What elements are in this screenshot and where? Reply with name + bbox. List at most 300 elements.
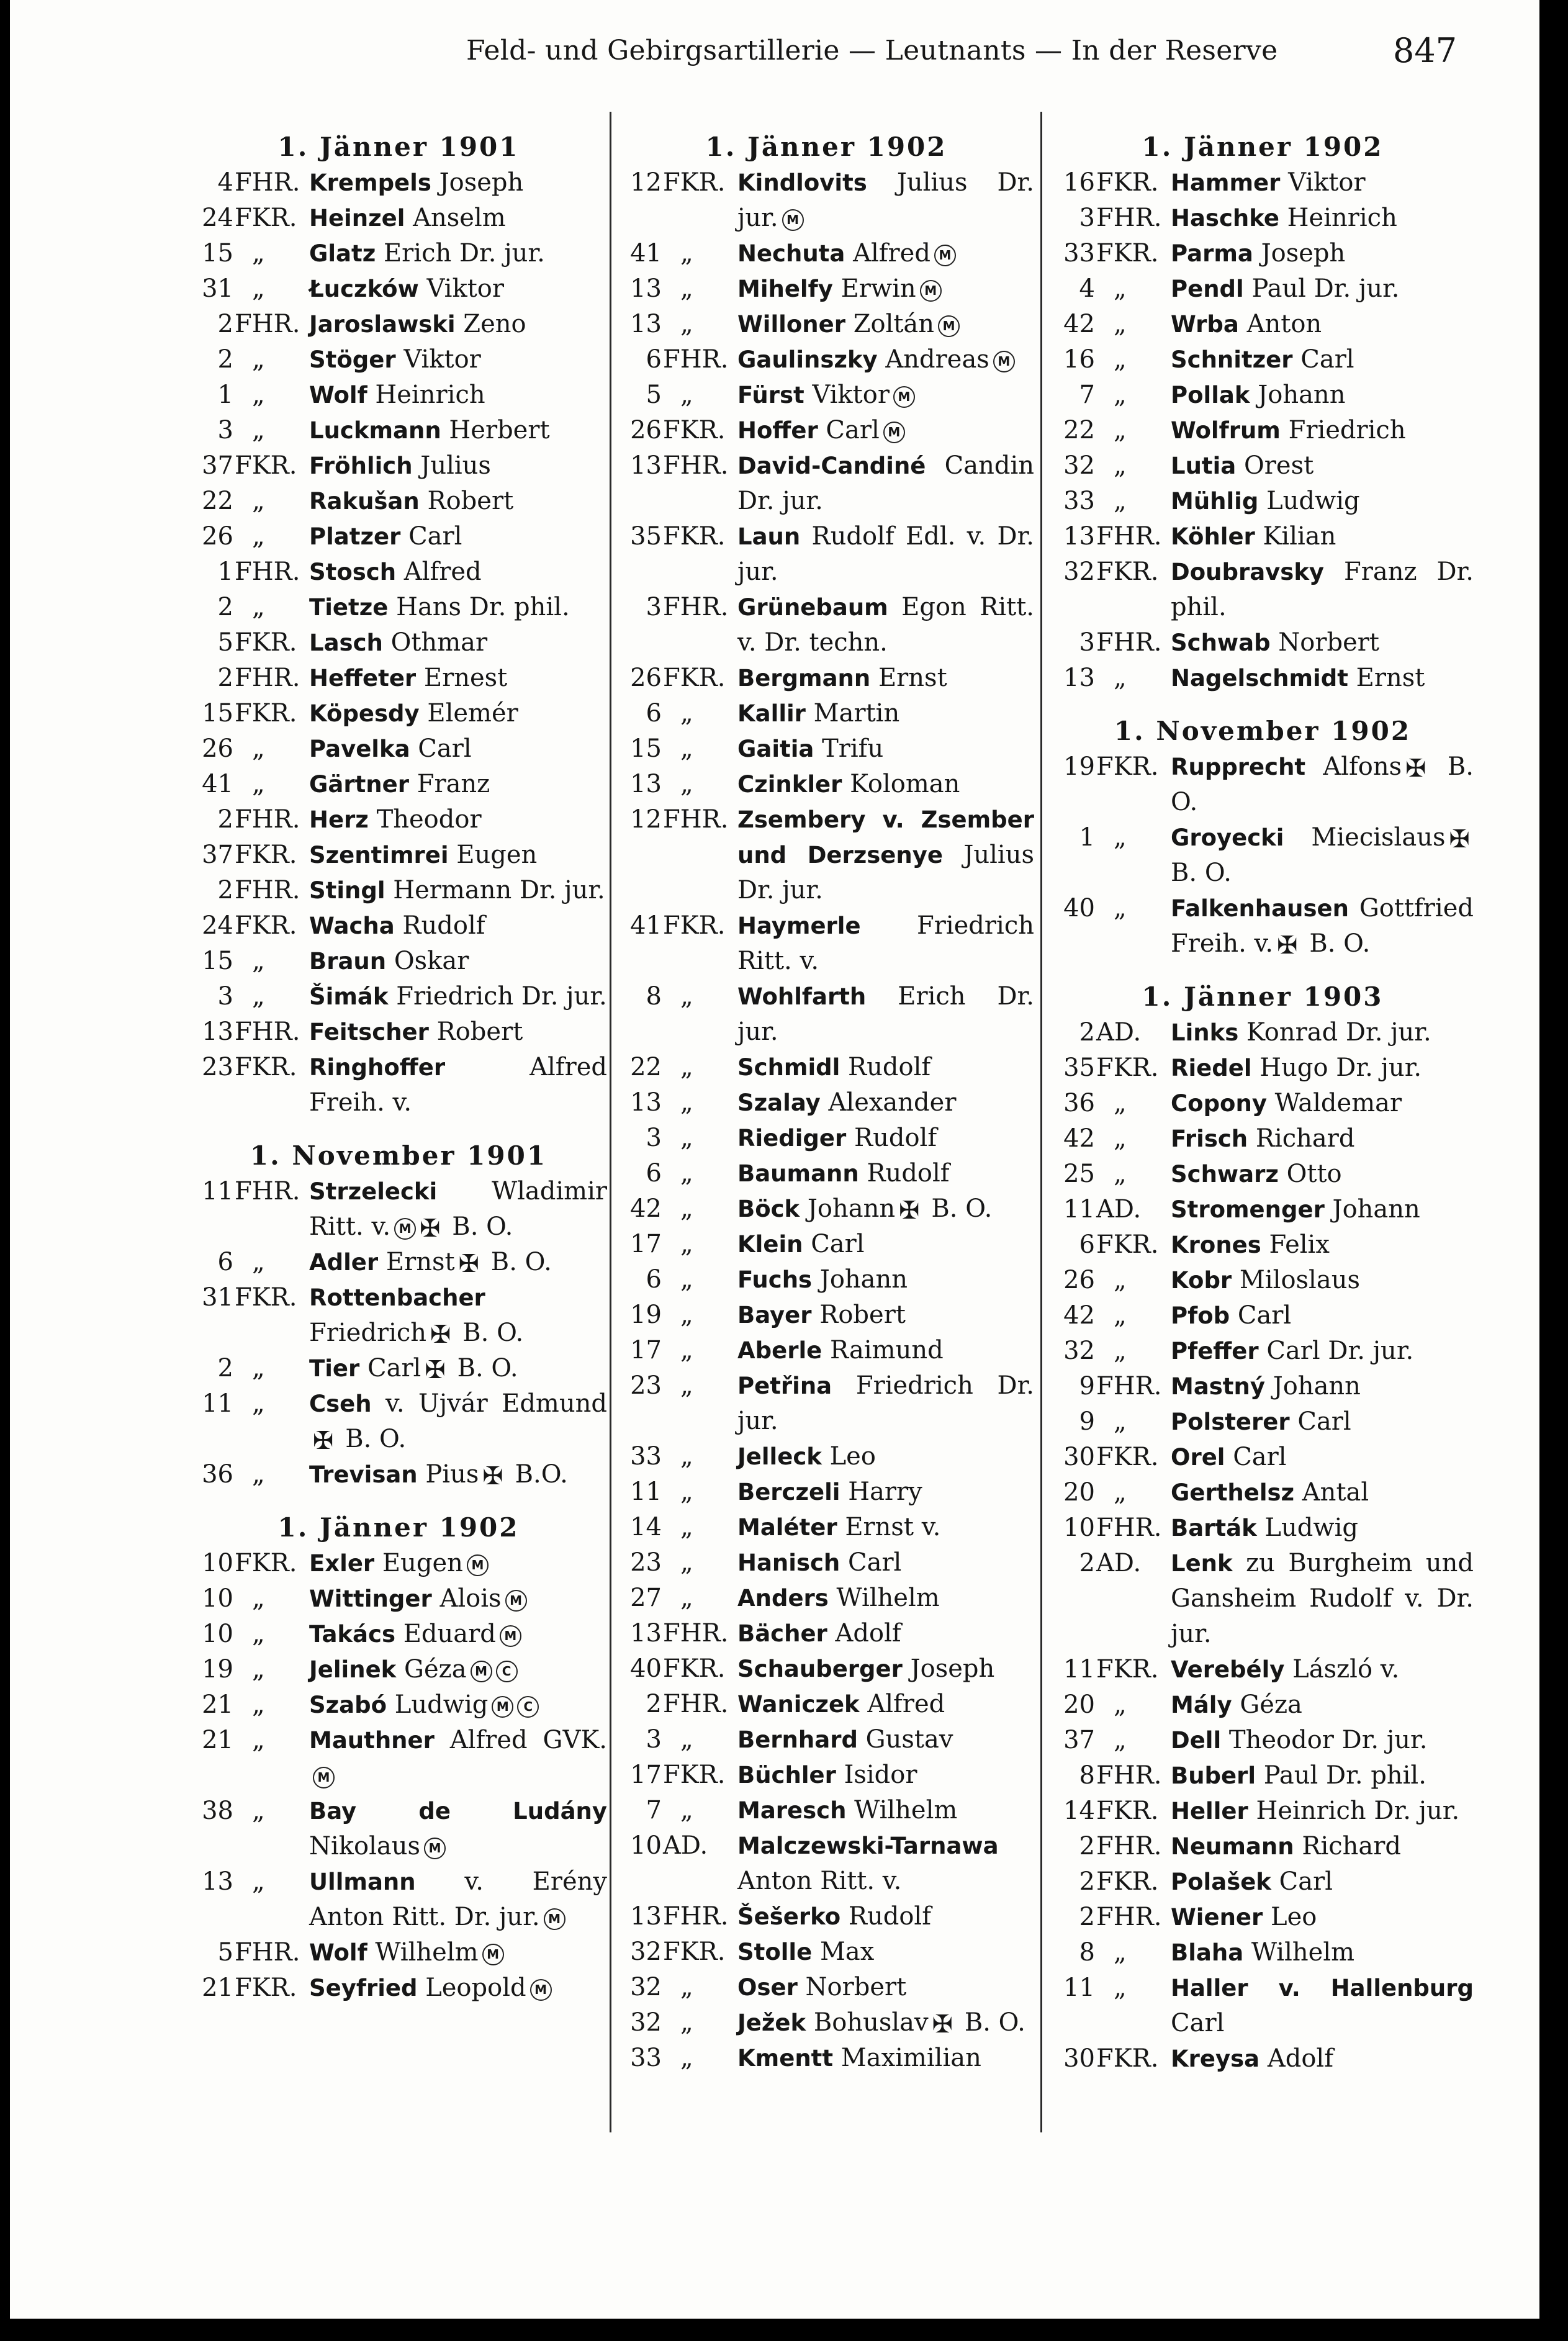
roster-entry: [618, 1828, 1034, 1899]
regiment-unit: [190, 377, 308, 413]
officer-surname: Frisch: [1171, 1125, 1248, 1152]
regiment-branch: „: [1114, 1938, 1127, 1967]
officer-name: [309, 1652, 607, 1687]
officer-surname: Ullmann: [309, 1869, 416, 1895]
officer-surname: Haymerle: [737, 913, 861, 939]
officer-given-name: Viktor: [1288, 168, 1366, 197]
officer-given-name: Othmar: [390, 628, 488, 657]
regiment-branch: „: [680, 1230, 693, 1258]
regiment-unit: [618, 165, 736, 201]
officer-given-name: Johann: [807, 1194, 896, 1223]
officer-name: [309, 1687, 607, 1723]
officer-name: [737, 590, 1034, 661]
regiment-branch: „: [1114, 1726, 1127, 1754]
officer-surname: Rottenbacher: [309, 1284, 485, 1311]
regiment-number: 2: [217, 876, 233, 904]
regiment-branch: „: [252, 1620, 265, 1648]
regiment-branch: AD.: [1096, 1195, 1142, 1224]
officer-surname: Cseh: [309, 1391, 372, 1417]
officer-name: [1171, 749, 1474, 820]
regiment-number: 13: [630, 310, 662, 338]
regiment-number: 12: [630, 805, 662, 834]
regiment-number: 42: [630, 1194, 662, 1223]
officer-name: [309, 979, 607, 1014]
officer-surname: Wolf: [309, 382, 367, 408]
regiment-branch: FKR.: [1096, 1230, 1159, 1259]
officer-name: [737, 1757, 1034, 1793]
decoration-suffix: B.O.: [515, 1460, 568, 1489]
regiment-branch: „: [252, 239, 265, 268]
regiment-number: 41: [630, 911, 662, 940]
officer-surname: Polsterer: [1171, 1409, 1290, 1435]
roster-entry: [1052, 749, 1474, 820]
regiment-unit: [618, 661, 736, 696]
officer-name: [1171, 307, 1474, 342]
officer-surname: Pollak: [1171, 382, 1250, 408]
regiment-unit: [618, 1439, 736, 1474]
officer-name: [1171, 1829, 1474, 1864]
regiment-number: 32: [630, 2008, 662, 2037]
regiment-branch: FKR.: [235, 451, 297, 480]
regiment-branch: FKR.: [235, 628, 297, 657]
regiment-number: 11: [202, 1177, 233, 1206]
regiment-branch: „: [252, 1584, 265, 1613]
officer-given-name: Wilhelm: [1251, 1938, 1355, 1967]
regiment-branch: „: [680, 1584, 693, 1612]
roster-entry: [618, 661, 1034, 696]
officer-surname: Schauberger: [737, 1656, 903, 1682]
roster-entry: [1052, 413, 1474, 448]
regiment-unit: [1052, 820, 1169, 855]
officer-name: [1171, 1510, 1474, 1546]
regiment-branch: „: [1114, 1301, 1127, 1330]
regiment-number: 33: [1063, 487, 1095, 515]
officer-name: [309, 837, 607, 873]
regiment-number: 10: [202, 1584, 233, 1613]
regiment-unit: [618, 590, 736, 625]
c-mark-icon: C: [496, 1661, 518, 1682]
regiment-number: 13: [630, 274, 662, 303]
officer-given-name: Nikolaus: [309, 1832, 421, 1861]
page-header-title: Feld- und Gebirgsartillerie — Leutnants — In der Reserve: [466, 35, 1278, 66]
regiment-branch: FHR.: [663, 345, 729, 374]
regiment-unit: [618, 1333, 736, 1368]
regiment-number: 13: [202, 1867, 233, 1896]
officer-given-name: Carl: [1300, 345, 1354, 374]
officer-name: [1171, 1652, 1474, 1687]
officer-name: [737, 1191, 1034, 1227]
regiment-number: 20: [1063, 1690, 1095, 1719]
regiment-branch: FKR.: [1096, 1867, 1159, 1896]
regiment-number: 16: [1063, 345, 1095, 374]
officer-given-name: Ludwig: [394, 1690, 489, 1719]
officer-surname: Aberle: [737, 1337, 822, 1364]
roster-entry: [618, 1085, 1034, 1121]
officer-name: [737, 1368, 1034, 1439]
roster-entry: [1052, 1546, 1474, 1652]
regiment-branch: „: [680, 1973, 693, 2001]
officer-given-name: Max: [819, 1937, 875, 1966]
roster-entry: [1052, 1970, 1474, 2041]
officer-given-name: Friedrich Dr. jur.: [737, 1371, 1035, 1435]
regiment-number: 32: [630, 1973, 662, 2001]
regiment-unit: [190, 908, 308, 944]
regiment-unit: [190, 448, 308, 484]
regiment-number: 3: [217, 982, 233, 1011]
regiment-unit: [1052, 1192, 1169, 1227]
officer-name: [1171, 1404, 1474, 1440]
officer-name: [309, 1280, 607, 1351]
officer-given-name: Gottfried Freih. v.: [1171, 894, 1474, 958]
regiment-branch: „: [680, 1371, 693, 1400]
regiment-unit: [618, 1474, 736, 1510]
officer-name: [1171, 1227, 1474, 1263]
officer-name: [737, 1474, 1034, 1510]
roster-entry: [190, 1351, 607, 1386]
regiment-branch: „: [1114, 1089, 1127, 1117]
order-cross-icon: ✠: [899, 1196, 920, 1225]
officer-name: [309, 1793, 607, 1864]
regiment-unit: [1052, 448, 1169, 484]
roster-entry: [618, 413, 1034, 448]
regiment-branch: „: [252, 274, 265, 303]
roster-entry: [1052, 1475, 1474, 1510]
roster-entry: [618, 1439, 1034, 1474]
regiment-branch: „: [680, 274, 693, 303]
roster-entry: [190, 236, 607, 271]
officer-given-name: Robert: [436, 1017, 523, 1046]
officer-surname: Wolfrum: [1171, 417, 1281, 444]
regiment-branch: „: [680, 1301, 693, 1329]
roster-entry: [618, 1970, 1034, 2005]
regiment-number: 22: [202, 487, 233, 515]
decoration-suffix: B. O.: [462, 1319, 524, 1347]
regiment-unit: [618, 1793, 736, 1828]
regiment-number: 6: [217, 1248, 233, 1276]
roster-entry: [1052, 1723, 1474, 1758]
officer-given-name: Orest: [1243, 451, 1314, 480]
officer-surname: Pavelka: [309, 736, 410, 762]
officer-name: [1171, 1900, 1474, 1935]
roster-entry: [618, 1899, 1034, 1934]
officer-surname: Ježek: [737, 2009, 806, 2036]
regiment-branch: „: [1114, 310, 1127, 338]
roster-entry: [1052, 554, 1474, 625]
regiment-unit: [1052, 307, 1169, 342]
officer-surname: Baumann: [737, 1160, 859, 1187]
regiment-unit: [1052, 1793, 1169, 1829]
column-1: [190, 129, 607, 2006]
regiment-unit: [190, 1174, 308, 1209]
roster-entry: [1052, 271, 1474, 307]
officer-given-name: Raimund: [829, 1336, 944, 1364]
regiment-number: 17: [630, 1230, 662, 1258]
regiment-unit: [1052, 236, 1169, 271]
officer-surname: Gaulinszky: [737, 346, 878, 373]
roster-entry: [1052, 1333, 1474, 1369]
officer-given-name: Erich Dr. jur.: [383, 239, 545, 268]
regiment-number: 32: [1063, 1337, 1095, 1365]
officer-given-name: Alois: [439, 1584, 502, 1613]
officer-surname: Mühlig: [1171, 488, 1259, 515]
regiment-unit: [190, 1723, 308, 1758]
medal-icon: M: [893, 386, 915, 408]
regiment-unit: [190, 1970, 308, 2006]
officer-name: [737, 802, 1034, 908]
roster-entry: [1052, 1793, 1474, 1829]
regiment-branch: „: [252, 1867, 265, 1896]
officer-given-name: Géza: [1240, 1690, 1302, 1719]
regiment-number: 13: [630, 451, 662, 480]
roster-entry: [1052, 1263, 1474, 1298]
officer-name: [1171, 1192, 1474, 1227]
officer-given-name: Friedrich: [309, 1319, 427, 1347]
regiment-branch: „: [1114, 345, 1127, 374]
officer-surname: Oser: [737, 1974, 798, 2001]
officer-surname: Kallir: [737, 700, 806, 727]
officer-name: [1171, 342, 1474, 377]
regiment-branch: FHR.: [663, 1690, 729, 1718]
order-cross-icon: ✠: [1277, 931, 1298, 960]
regiment-unit: [1052, 1333, 1169, 1369]
order-cross-icon: ✠: [1449, 825, 1470, 854]
regiment-unit: [1052, 1723, 1169, 1758]
officer-surname: Wrba: [1171, 311, 1239, 338]
regiment-number: 26: [202, 522, 233, 551]
regiment-unit: [190, 1457, 308, 1492]
regiment-unit: [190, 696, 308, 731]
officer-surname: Schwarz: [1171, 1161, 1279, 1188]
officer-name: [309, 696, 607, 731]
officer-surname: Verebély: [1171, 1656, 1285, 1683]
officer-name: [737, 767, 1034, 802]
officer-name: [1171, 1015, 1474, 1050]
officer-name: [309, 1014, 607, 1050]
officer-given-name: Rudolf: [848, 1902, 932, 1931]
regiment-branch: „: [1114, 381, 1127, 409]
regiment-unit: [618, 2005, 736, 2041]
regiment-number: 24: [202, 911, 233, 940]
officer-surname: Köpesdy: [309, 700, 420, 727]
officer-surname: Büchler: [737, 1762, 836, 1788]
regiment-branch: „: [680, 1088, 693, 1117]
section-heading: 1. Jänner 1901: [277, 132, 520, 162]
roster-entry: [1052, 1687, 1474, 1723]
regiment-number: 41: [202, 770, 233, 798]
roster-entry: [190, 519, 607, 554]
officer-name: [309, 873, 607, 908]
regiment-branch: „: [252, 947, 265, 975]
regiment-unit: [618, 1934, 736, 1970]
officer-surname: Wohlfarth: [737, 983, 867, 1010]
regiment-unit: [1052, 1440, 1169, 1475]
roster-entry: [190, 696, 607, 731]
regiment-number: 2: [1079, 1549, 1095, 1577]
regiment-number: 1: [217, 557, 233, 586]
regiment-unit: [1052, 554, 1169, 590]
regiment-branch: AD.: [663, 1831, 708, 1860]
officer-given-name: Carl: [811, 1230, 865, 1258]
officer-given-name: Alfred: [867, 1690, 945, 1718]
regiment-unit: [190, 1050, 308, 1085]
officer-given-name: Carl: [1171, 2009, 1225, 2037]
regiment-number: 21: [202, 1973, 233, 2002]
regiment-unit: [1052, 1263, 1169, 1298]
officer-name: [737, 908, 1034, 979]
regiment-branch: „: [1114, 1266, 1127, 1294]
officer-name: [1171, 554, 1474, 625]
decoration-suffix: B. O.: [1171, 752, 1474, 816]
officer-given-name: Alexander: [828, 1088, 957, 1117]
regiment-number: 41: [630, 239, 662, 268]
regiment-number: 23: [202, 1053, 233, 1081]
officer-surname: Doubravsky: [1171, 559, 1325, 585]
officer-given-name: Richard: [1302, 1832, 1401, 1861]
officer-name: [1171, 165, 1474, 201]
roster-entry: [190, 661, 607, 696]
officer-surname: Ringhoffer: [309, 1054, 446, 1081]
officer-given-name: Norbert: [805, 1973, 907, 2001]
officer-given-name: Andreas: [885, 345, 989, 374]
officer-name: [737, 1970, 1034, 2005]
officer-name: [1171, 484, 1474, 519]
regiment-unit: [190, 1581, 308, 1617]
officer-name: [737, 1050, 1034, 1085]
officer-given-name: Robert: [427, 487, 514, 515]
regiment-number: 7: [1079, 381, 1095, 409]
officer-given-name: Alfons: [1323, 752, 1402, 781]
regiment-unit: [618, 377, 736, 413]
regiment-unit: [618, 307, 736, 342]
officer-surname: Haller v. Hallenburg: [1171, 1975, 1474, 2001]
officer-given-name: Eugen: [456, 841, 538, 869]
officer-name: [309, 661, 607, 696]
regiment-number: 6: [646, 345, 662, 374]
roster-entry: [1052, 201, 1474, 236]
regiment-unit: [618, 1368, 736, 1404]
officer-surname: Berczeli: [737, 1479, 840, 1505]
regiment-unit: [190, 1351, 308, 1386]
regiment-unit: [618, 271, 736, 307]
officer-name: [309, 1970, 607, 2006]
section-heading: 1. November 1901: [250, 1140, 547, 1171]
regiment-branch: „: [680, 381, 693, 409]
officer-given-name: Ludwig: [1266, 487, 1360, 515]
medal-icon: M: [467, 1554, 489, 1576]
roster-entry: [1052, 484, 1474, 519]
officer-surname: Hammer: [1171, 169, 1281, 196]
regiment-branch: FKR.: [235, 841, 297, 869]
column-divider: [610, 112, 611, 2132]
regiment-branch: FKR.: [663, 416, 726, 444]
officer-given-name: Ludwig: [1264, 1513, 1358, 1542]
roster-entry: [618, 519, 1034, 590]
officer-surname: Gaitia: [737, 736, 814, 762]
officer-name: [309, 1581, 607, 1617]
officer-surname: Mály: [1171, 1692, 1232, 1718]
roster-entry: [190, 165, 607, 201]
regiment-branch: FHR.: [235, 168, 300, 197]
officer-surname: Jelinek: [309, 1656, 397, 1683]
regiment-unit: [1052, 1050, 1169, 1086]
officer-given-name: Waldemar: [1274, 1089, 1402, 1117]
regiment-branch: FHR.: [1096, 1761, 1162, 1790]
regiment-number: 3: [646, 593, 662, 621]
officer-given-name: Carl: [826, 416, 880, 444]
officer-given-name: Carl: [847, 1548, 902, 1577]
regiment-branch: „: [252, 1797, 265, 1825]
officer-surname: Stingl: [309, 877, 385, 904]
officer-given-name: Koloman: [850, 770, 960, 798]
officer-given-name: Richard: [1255, 1124, 1355, 1153]
officer-given-name: Alfred Freih. v.: [309, 1053, 607, 1117]
officer-name: [309, 271, 607, 307]
officer-given-name: Hugo Dr. jur.: [1259, 1053, 1422, 1082]
officer-surname: Fuchs: [737, 1266, 813, 1293]
regiment-unit: [618, 342, 736, 377]
roster-entry: [190, 1970, 607, 2006]
regiment-number: 33: [630, 2044, 662, 2072]
roster-entry: [1052, 1192, 1474, 1227]
officer-given-name: Maximilian: [840, 2044, 981, 2072]
regiment-branch: „: [1114, 274, 1127, 303]
officer-given-name: Paul Dr. jur.: [1251, 274, 1400, 303]
officer-name: [1171, 1723, 1474, 1758]
regiment-branch: FKR.: [663, 1761, 726, 1789]
officer-given-name: Carl: [1237, 1301, 1292, 1330]
officer-given-name: Heinrich: [375, 381, 485, 409]
regiment-number: 40: [630, 1654, 662, 1683]
regiment-branch: „: [680, 1159, 693, 1188]
regiment-branch: „: [252, 1655, 265, 1684]
officer-name: [1171, 1121, 1474, 1157]
regiment-branch: FHR.: [1096, 204, 1162, 232]
officer-name: [309, 1174, 607, 1245]
regiment-number: 32: [1063, 557, 1095, 586]
roster-entry: [190, 271, 607, 307]
roster-entry: [1052, 661, 1474, 696]
officer-name: [1171, 1263, 1474, 1298]
officer-surname: Riediger: [737, 1125, 847, 1152]
regiment-branch: „: [252, 381, 265, 409]
roster-entry: [1052, 1157, 1474, 1192]
regiment-number: 35: [1063, 1053, 1095, 1082]
regiment-branch: FHR.: [663, 593, 729, 621]
roster-entry: [190, 1546, 607, 1581]
officer-name: [309, 236, 607, 271]
officer-name: [1171, 1687, 1474, 1723]
regiment-number: 5: [217, 628, 233, 657]
officer-given-name: Candin Dr. jur.: [737, 451, 1034, 515]
officer-surname: Lutia: [1171, 453, 1237, 479]
roster-entry: [1052, 1121, 1474, 1157]
officer-name: [309, 201, 607, 236]
regiment-number: 21: [202, 1726, 233, 1754]
officer-name: [309, 554, 607, 590]
regiment-unit: [618, 236, 736, 271]
medal-icon: M: [492, 1696, 513, 1718]
roster-entry: [190, 1687, 607, 1723]
officer-name: [737, 377, 1034, 413]
officer-surname: Bayer: [737, 1302, 812, 1328]
regiment-unit: [618, 519, 736, 554]
regiment-number: 16: [1063, 168, 1095, 197]
regiment-branch: FKR.: [1096, 752, 1159, 781]
regiment-branch: FHR.: [663, 1619, 729, 1648]
roster-entry: [618, 908, 1034, 979]
officer-surname: Fröhlich: [309, 453, 413, 479]
roster-entry: [618, 1934, 1034, 1970]
